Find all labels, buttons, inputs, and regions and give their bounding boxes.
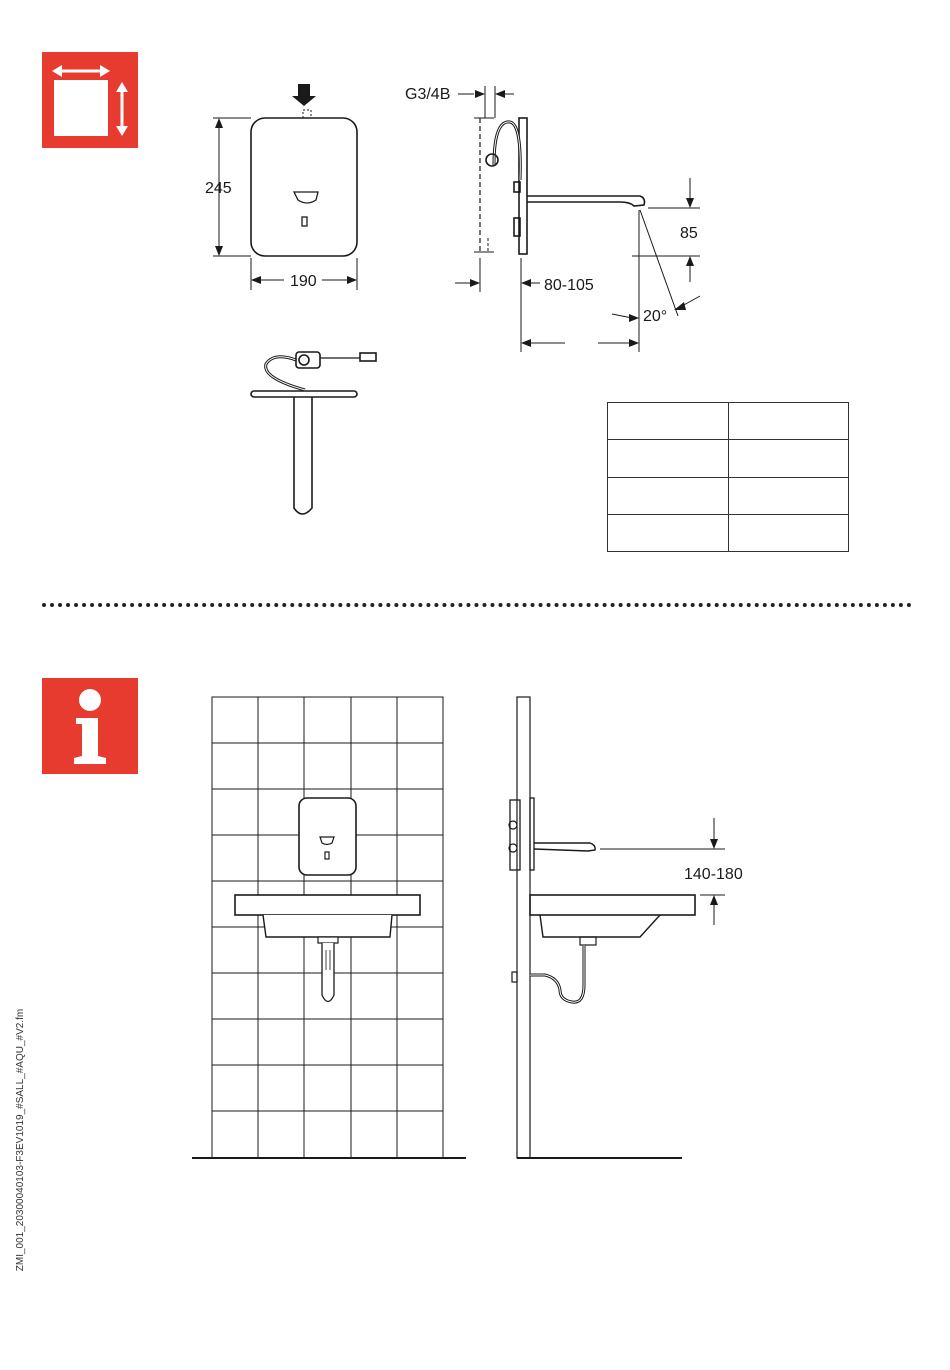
- front-view: [213, 110, 357, 290]
- table-row: [608, 403, 849, 440]
- table-cell: [608, 403, 729, 440]
- wall-fixture: [299, 798, 356, 875]
- table-cell: [608, 514, 729, 551]
- table-row: [608, 440, 849, 477]
- table-row: [608, 477, 849, 514]
- table-cell: [728, 403, 849, 440]
- table-cell: [608, 477, 729, 514]
- installation-gap-label: 140-180: [684, 866, 743, 883]
- top-view: [251, 352, 376, 514]
- table-row: [608, 514, 849, 551]
- width-label: 190: [290, 273, 317, 290]
- connection-label: G3/4B: [405, 86, 451, 103]
- height-label: 245: [205, 180, 232, 197]
- table-cell: [608, 440, 729, 477]
- wall-section: [509, 697, 725, 1158]
- angle-label: 20°: [643, 308, 668, 325]
- section-divider: [42, 603, 912, 607]
- document-code: ZMI_001_20300040103-F3EV1019_#SALL_#AQU_#V2.fm: [15, 1008, 26, 1272]
- table-cell: [728, 477, 849, 514]
- projection-label: 80-105: [544, 277, 594, 294]
- spec-table: [607, 402, 849, 552]
- front-basin: [235, 895, 420, 1002]
- table-cell: [728, 514, 849, 551]
- table-cell: [728, 440, 849, 477]
- spout-height-label: 85: [680, 225, 698, 242]
